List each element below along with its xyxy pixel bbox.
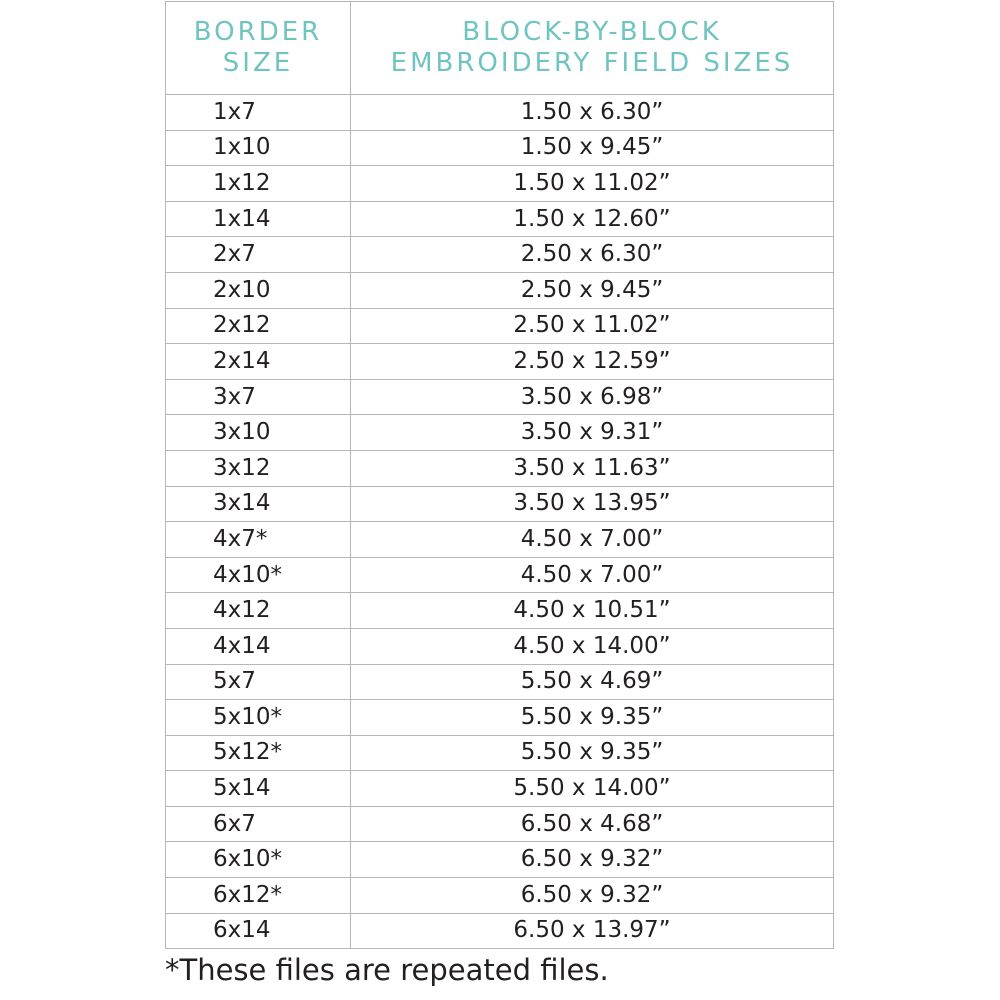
border-size-cell: 5x14 — [166, 771, 351, 807]
field-size-cell: 4.50 x 7.00” — [351, 522, 834, 558]
border-size-cell: 3x14 — [166, 486, 351, 522]
field-size-cell: 2.50 x 9.45” — [351, 272, 834, 308]
table-row — [166, 913, 834, 949]
header-field-sizes — [351, 2, 834, 95]
border-size-cell: 4x14 — [166, 628, 351, 664]
table-row — [166, 628, 834, 664]
field-size-cell: 3.50 x 6.98” — [351, 379, 834, 415]
field-size-cell: 1.50 x 9.45” — [351, 130, 834, 166]
field-size-cell: 6.50 x 13.97” — [351, 913, 834, 949]
field-size-cell: 5.50 x 9.35” — [351, 735, 834, 771]
field-size-cell: 1.50 x 6.30” — [351, 95, 834, 131]
field-size-cell: 4.50 x 7.00” — [351, 557, 834, 593]
header-border-size-line: BORDER — [193, 16, 323, 47]
field-size-cell: 2.50 x 6.30” — [351, 237, 834, 273]
border-size-cell: 3x12 — [166, 450, 351, 486]
border-size-cell: 5x12* — [166, 735, 351, 771]
table-row — [166, 272, 834, 308]
table-row — [166, 415, 834, 451]
table-row — [166, 842, 834, 878]
border-size-cell: 2x7 — [166, 237, 351, 273]
border-size-cell: 6x12* — [166, 878, 351, 914]
border-size-cell: 5x10* — [166, 700, 351, 736]
field-size-cell: 6.50 x 4.68” — [351, 806, 834, 842]
border-size-cell: 2x10 — [166, 272, 351, 308]
table-row — [166, 450, 834, 486]
border-size-cell: 2x12 — [166, 308, 351, 344]
field-size-cell: 1.50 x 11.02” — [351, 166, 834, 202]
table-row — [166, 486, 834, 522]
size-chart — [165, 1, 833, 988]
table-header-row — [166, 2, 834, 95]
table-row — [166, 700, 834, 736]
border-size-cell: 3x10 — [166, 415, 351, 451]
border-size-cell: 4x10* — [166, 557, 351, 593]
table-row — [166, 166, 834, 202]
border-size-cell: 1x14 — [166, 201, 351, 237]
table-body — [166, 95, 834, 949]
table-row — [166, 201, 834, 237]
header-field-sizes-line: BLOCK-BY-BLOCK — [462, 16, 722, 47]
table-row — [166, 130, 834, 166]
field-size-cell: 1.50 x 12.60” — [351, 201, 834, 237]
table-row — [166, 664, 834, 700]
embroidery-size-table — [165, 1, 834, 949]
table-row — [166, 379, 834, 415]
table-row — [166, 735, 834, 771]
table-row — [166, 878, 834, 914]
field-size-cell: 5.50 x 14.00” — [351, 771, 834, 807]
table-row — [166, 344, 834, 380]
header-field-sizes-line: EMBROIDERY FIELD SIZES — [390, 48, 794, 78]
border-size-cell: 6x14 — [166, 913, 351, 949]
field-size-cell: 6.50 x 9.32” — [351, 842, 834, 878]
header-border-size — [166, 2, 351, 95]
table-row — [166, 237, 834, 273]
border-size-cell: 1x10 — [166, 130, 351, 166]
table-row — [166, 95, 834, 131]
table-row — [166, 593, 834, 629]
header-border-size-line: SIZE — [222, 48, 294, 78]
border-size-cell: 6x7 — [166, 806, 351, 842]
table-row — [166, 557, 834, 593]
field-size-cell: 5.50 x 4.69” — [351, 664, 834, 700]
border-size-cell: 4x7* — [166, 522, 351, 558]
border-size-cell: 2x14 — [166, 344, 351, 380]
field-size-cell: 3.50 x 13.95” — [351, 486, 834, 522]
field-size-cell: 6.50 x 9.32” — [351, 878, 834, 914]
footnote: *These files are repeated files. — [165, 953, 609, 988]
border-size-cell: 1x12 — [166, 166, 351, 202]
field-size-cell: 4.50 x 14.00” — [351, 628, 834, 664]
border-size-cell: 3x7 — [166, 379, 351, 415]
border-size-cell: 1x7 — [166, 95, 351, 131]
table-row — [166, 308, 834, 344]
field-size-cell: 3.50 x 11.63” — [351, 450, 834, 486]
border-size-cell: 6x10* — [166, 842, 351, 878]
field-size-cell: 4.50 x 10.51” — [351, 593, 834, 629]
table-row — [166, 806, 834, 842]
field-size-cell: 2.50 x 11.02” — [351, 308, 834, 344]
border-size-cell: 5x7 — [166, 664, 351, 700]
field-size-cell: 3.50 x 9.31” — [351, 415, 834, 451]
field-size-cell: 2.50 x 12.59” — [351, 344, 834, 380]
table-row — [166, 522, 834, 558]
table-row — [166, 771, 834, 807]
border-size-cell: 4x12 — [166, 593, 351, 629]
field-size-cell: 5.50 x 9.35” — [351, 700, 834, 736]
